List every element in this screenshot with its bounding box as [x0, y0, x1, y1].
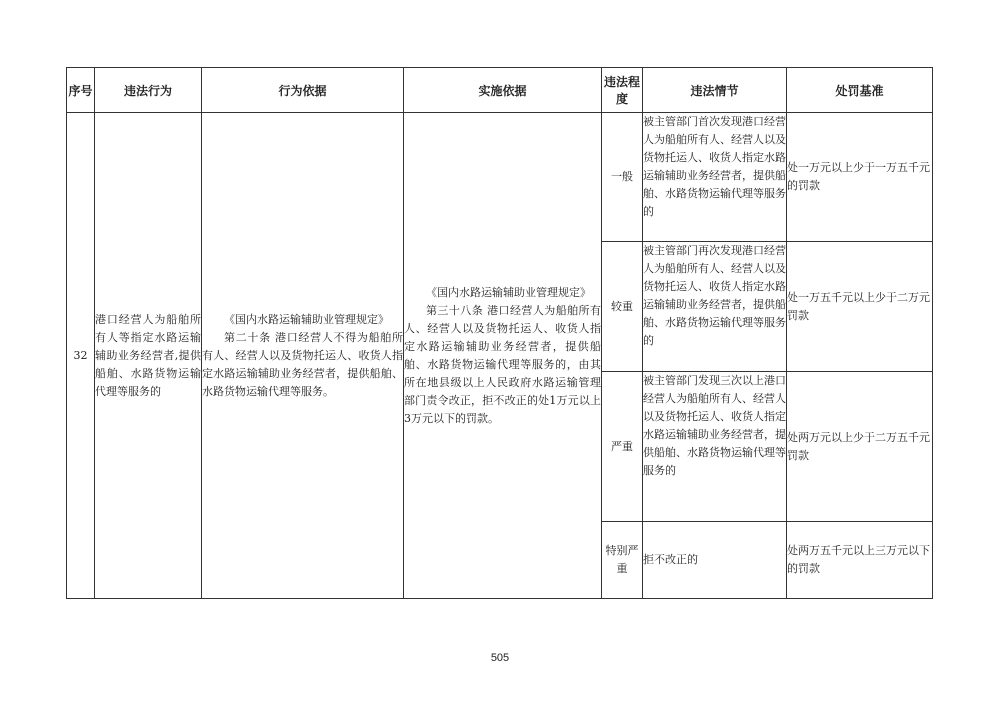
header-basis: 行为依据 — [202, 68, 404, 113]
basis-title: 《国内水路运输辅助业管理规定》 — [224, 312, 389, 326]
penalty-table — [66, 67, 933, 599]
penalty-cell: 处一万五千元以上少于二万元罚款 — [787, 242, 933, 372]
header-penalty: 处罚基准 — [787, 68, 933, 113]
situation-cell: 拒不改正的 — [643, 522, 787, 599]
impl-title: 《国内水路运输辅助业管理规定》 — [426, 285, 591, 299]
header-situation: 违法情节 — [643, 68, 787, 113]
degree-cell: 特别严重 — [602, 522, 643, 599]
impl-text: 第三十八条 港口经营人为船舶所有人、经营人以及货物托运人、收货人指定水路运输辅助业务经营者，提供船舶、水路货物运输代理等服务的，由其所在地县级以上人民政府水路运输管理部门责令改正，拒不改正的处1万元以上3万元以下的罚款。 — [404, 303, 601, 425]
situation-cell: 被主管部门发现三次以上港口经营人为船舶所有人、经营人以及货物托运人、收货人指定水路运输辅助业务经营者，提供船舶、水路货物运输代理等服务的 — [643, 372, 787, 522]
penalty-cell: 处一万元以上少于一万五千元的罚款 — [787, 113, 933, 242]
penalty-cell: 处两万五千元以上三万元以下的罚款 — [787, 522, 933, 599]
header-row — [67, 68, 933, 113]
degree-cell: 一般 — [602, 113, 643, 242]
header-impl: 实施依据 — [404, 68, 602, 113]
table-row — [67, 113, 933, 242]
row-impl — [404, 113, 602, 599]
degree-cell: 较重 — [602, 242, 643, 372]
degree-cell: 严重 — [602, 372, 643, 522]
situation-cell: 被主管部门首次发现港口经营人为船舶所有人、经营人以及货物托运人、收货人指定水路运输辅助业务经营者，提供船舶、水路货物运输代理等服务的 — [643, 113, 787, 242]
header-act: 违法行为 — [95, 68, 202, 113]
penalty-cell: 处两万元以上少于二万五千元罚款 — [787, 372, 933, 522]
page-number: 505 — [490, 652, 510, 664]
header-seq: 序号 — [67, 68, 95, 113]
row-seq: 32 — [67, 113, 95, 599]
row-act: 港口经营人为船舶所有人等指定水路运输辅助业务经营者,提供船舶、水路货物运输代理等服务的 — [95, 113, 202, 599]
header-degree: 违法程度 — [602, 68, 643, 113]
row-basis — [202, 113, 404, 599]
situation-cell: 被主管部门再次发现港口经营人为船舶所有人、经营人以及货物托运人、收货人指定水路运输辅助业务经营者，提供船舶、水路货物运输代理等服务的 — [643, 242, 787, 372]
basis-text: 第二十条 港口经营人不得为船舶所有人、经营人以及货物托运人、收货人指定水路运输辅助业务经营者，提供船舶、水路货物运输代理等服务。 — [202, 330, 403, 398]
